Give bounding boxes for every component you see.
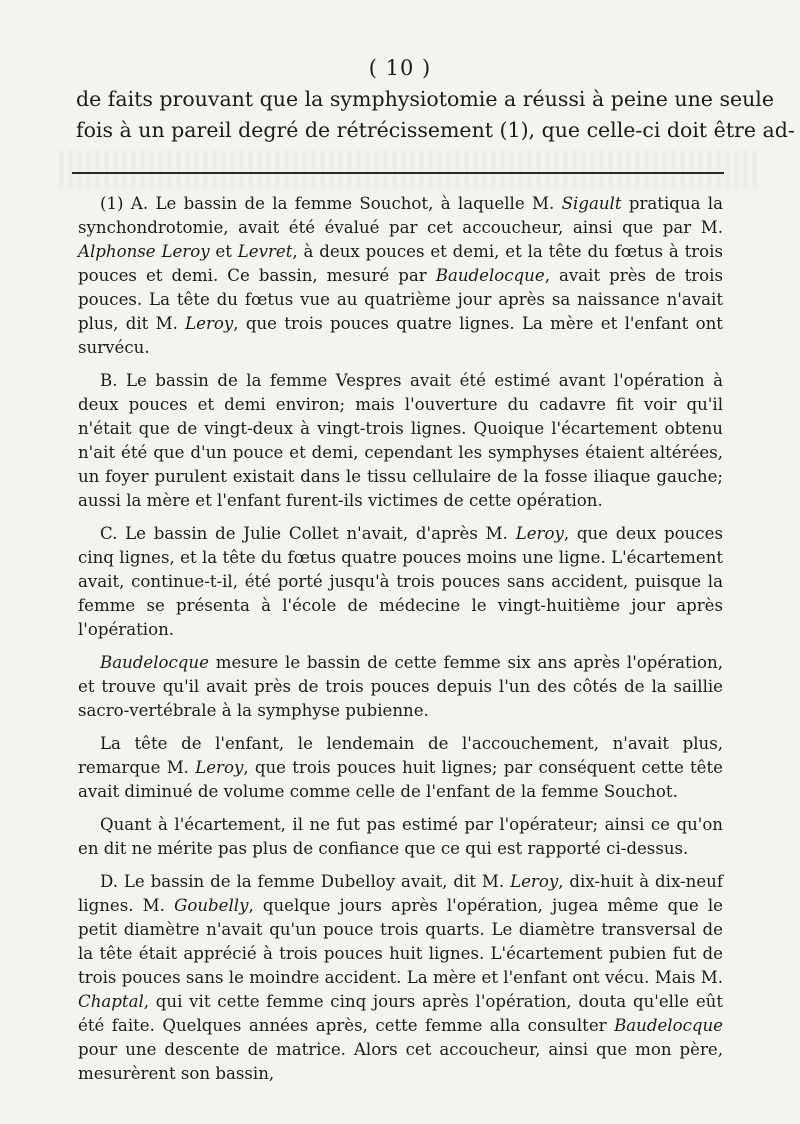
footnote-text: , dix-huit à dix-neuf lignes. M. bbox=[78, 872, 723, 915]
footnote-text: pour une descente de matrice. Alors cet accoucheur, ainsi que mon père, mesurèrent son bassin, bbox=[78, 1040, 723, 1083]
footnote-text: (1) A. Le bassin de la femme Souchot, à laquelle M. bbox=[100, 194, 562, 213]
footnote-text: C. Le bassin de Julie Collet n'avait, d'après M. bbox=[100, 524, 516, 543]
footnote-paragraph-d bbox=[78, 870, 723, 1086]
footnote-text: , à deux pouces et demi, et la tête du fœtus à trois pouces et demi. Ce bassin, mesuré par bbox=[78, 242, 723, 285]
footnote-text: , que trois pouces huit lignes; par conséquent cette tête avait diminué de volume comme celle de l'enfant de la femme Souchot. bbox=[78, 758, 723, 801]
italic-name: Leroy bbox=[510, 872, 559, 891]
footnote-text: D. Le bassin de la femme Dubelloy avait, dit M. bbox=[100, 872, 511, 891]
footnote-text: Quant à l'écartement, il ne fut pas estimé par l'opérateur; ainsi ce qu'on en dit ne mérite pas plus de confiance que ce qui est rapporté ci-dessus. bbox=[78, 815, 723, 858]
footnote-separator bbox=[72, 172, 724, 174]
footnote-text: pratiqua la synchondrotomie, avait été évalué par cet accoucheur, ainsi que par M. bbox=[78, 194, 723, 237]
italic-name: Goubelly bbox=[174, 896, 249, 915]
footnote-paragraph-b bbox=[78, 369, 723, 513]
italic-name: Levret bbox=[237, 242, 293, 261]
italic-name: Baudelocque bbox=[100, 653, 209, 672]
footnote-paragraph-c-baudelocque bbox=[78, 651, 723, 723]
italic-name: Chaptal bbox=[78, 992, 144, 1011]
footnote-text: , que deux pouces cinq lignes, et la tête du fœtus quatre pouces moins une ligne. L'écartement avait, continue-t-il, été porté jusqu'à trois pouces sans accident, puisque la femme se présenta à l'école de médecine le vingt-huitième jour après l'opération. bbox=[78, 524, 723, 639]
footnote-paragraph-c-child-head bbox=[78, 732, 723, 804]
italic-name: Sigault bbox=[561, 194, 622, 213]
footnote-text: La tête de l'enfant, le lendemain de l'accouchement, n'avait plus, remarque M. bbox=[78, 734, 723, 777]
footnote-text: et bbox=[209, 242, 238, 261]
main-text-line-2: fois à un pareil degré de rétrécissement (1), que celle-ci doit être ad- bbox=[76, 118, 795, 142]
italic-name: Leroy bbox=[515, 524, 564, 543]
main-text-line-1: de faits prouvant que la symphysiotomie a réussi à peine une seule bbox=[76, 87, 774, 111]
footnote-text: , quelque jours après l'opération, jugea même que le petit diamètre n'avait qu'un pouce trois quarts. Le diamètre transversal de la tête était apprécié à trois pouces huit lignes. L'écartement pubien fut de trois pouces sans le moindre accident. La mère et l'enfant ont vécu. Mais M. bbox=[78, 896, 723, 987]
italic-name: Alphonse Leroy bbox=[78, 242, 210, 261]
footnote-text: B. Le bassin de la femme Vespres avait été estimé avant l'opération à deux pouces et demi environ; mais l'ouverture du cadavre fit voir qu'il n'était que de vingt-deux à vingt-trois lignes. Quoique l'écartement obtenu n'ait été que d'un pouce et demi, cependant les symphyses étaient altérées, un foyer purulent existait dans le tissu cellulaire de la fosse iliaque gauche; aussi la mère et l'enfant furent-ils victimes de cette opération. bbox=[78, 371, 723, 510]
italic-name: Baudelocque bbox=[435, 266, 545, 285]
footnote-text: , que trois pouces quatre lignes. La mère et l'enfant ont survécu. bbox=[78, 314, 723, 357]
footnote-text: mesure le bassin de cette femme six ans après l'opération, et trouve qu'il avait près de trois pouces depuis l'un des côtés de la saillie sacro-vertébrale à la symphyse pubienne. bbox=[78, 653, 723, 720]
italic-name: Baudelocque bbox=[614, 1016, 723, 1035]
italic-name: Leroy bbox=[195, 758, 244, 777]
footnote-paragraph-a bbox=[78, 192, 723, 360]
footnote-text: , qui vit cette femme cinq jours après l'opération, douta qu'elle eût été faite. Quelques années après, cette femme alla consulter bbox=[78, 992, 723, 1035]
show-through-text bbox=[60, 150, 760, 190]
footnote-paragraph-c bbox=[78, 522, 723, 642]
footnote bbox=[78, 192, 723, 1095]
italic-name: Leroy bbox=[185, 314, 234, 333]
footnote-text: , avait près de trois pouces. La tête du fœtus vue au quatrième jour après sa naissance n'avait plus, dit M. bbox=[78, 266, 724, 333]
page-number: ( 10 ) bbox=[368, 56, 432, 80]
footnote-paragraph-c-separation bbox=[78, 813, 723, 861]
main-text bbox=[76, 84, 795, 146]
